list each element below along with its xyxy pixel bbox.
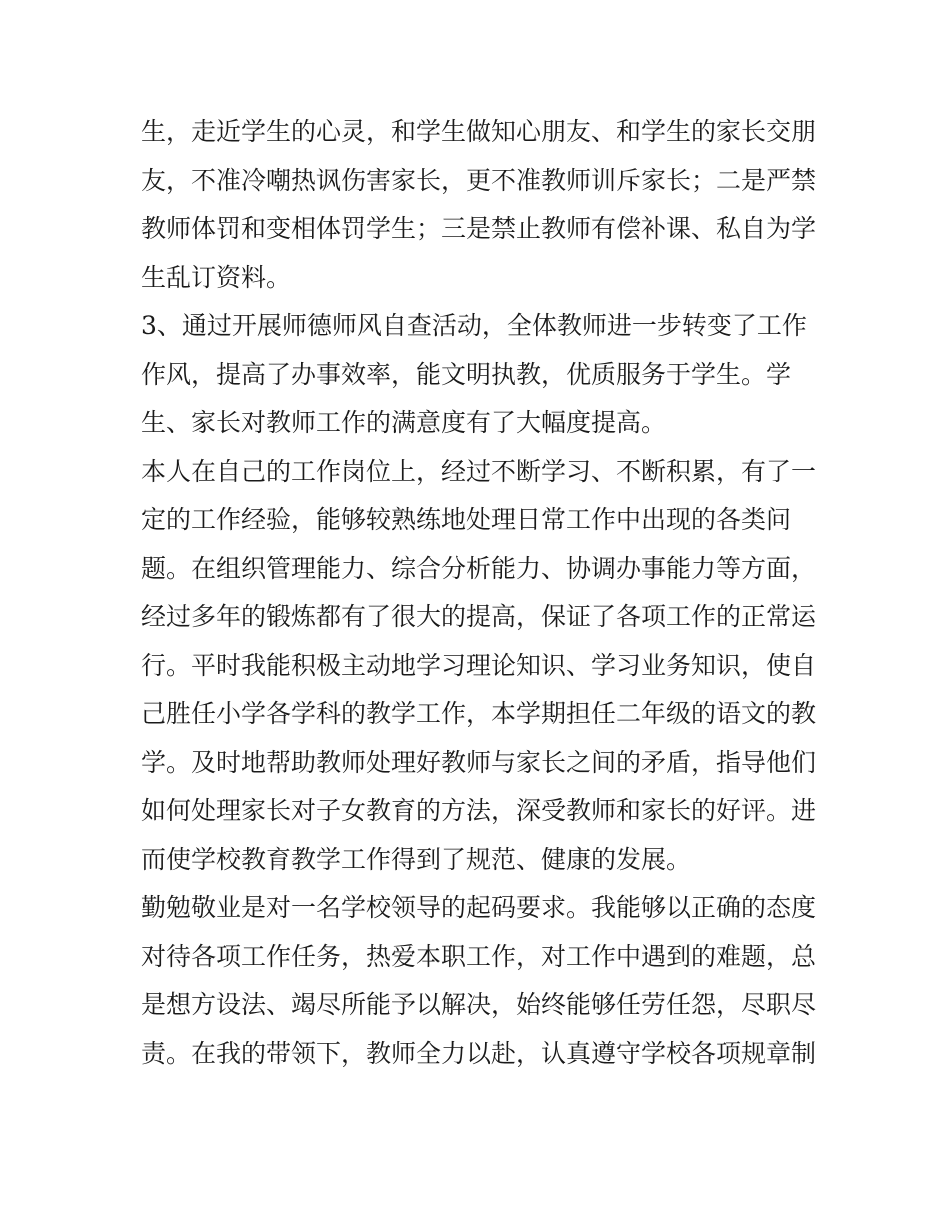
text-line: 是想方设法、竭尽所能予以解决，始终能够任劳任怨，尽职尽	[141, 990, 817, 1019]
text-line: 本人在自己的工作岗位上，经过不断学习、不断积累，有了一	[141, 456, 817, 486]
text-line: 己胜任小学各学科的教学工作，本学期担任二年级的语文的教	[141, 699, 817, 728]
text-line: 生、家长对教师工作的满意度有了大幅度提高。	[141, 408, 667, 437]
text-line: 行。平时我能积极主动地学习理论知识、学习业务知识，使自	[141, 650, 817, 680]
text-line: 题。在组织管理能力、综合分析能力、协调办事能力等方面，	[141, 553, 817, 583]
text-line: 教师体罚和变相体罚学生；三是禁止教师有偿补课、私自为学	[141, 214, 817, 243]
text-line: 生，走近学生的心灵，和学生做知心朋友、和学生的家长交朋	[141, 117, 817, 146]
text-line: 友，不准冷嘲热讽伤害家长，更不准教师训斥家长；二是严禁	[141, 165, 817, 195]
text-line: 定的工作经验，能够较熟练地处理日常工作中出现的各类问	[141, 505, 792, 534]
text-line: 勤勉敬业是对一名学校领导的起码要求。我能够以正确的态度	[141, 893, 817, 922]
text-line: 责。在我的带领下，教师全力以赴，认真遵守学校各项规章制	[141, 1038, 817, 1068]
text-line: 如何处理家长对子女教育的方法，深受教师和家长的好评。进	[141, 796, 817, 825]
text-line: 经过多年的锻炼都有了很大的提高，保证了各项工作的正常运	[141, 602, 817, 631]
text-line: 学。及时地帮助教师处理好教师与家长之间的矛盾，指导他们	[141, 747, 817, 777]
text-line: 生乱订资料。	[141, 262, 292, 292]
text-line: 而使学校教育教学工作得到了规范、健康的发展。	[141, 844, 692, 874]
text-line: 对待各项工作任务，热爱本职工作，对工作中遇到的难题，总	[141, 941, 817, 971]
body-text	[141, 108, 817, 1078]
text-line: 3、通过开展师德师风自查活动，全体教师进一步转变了工作	[141, 311, 807, 340]
text-line: 作风，提高了办事效率，能文明执教，优质服务于学生。学	[141, 359, 792, 389]
